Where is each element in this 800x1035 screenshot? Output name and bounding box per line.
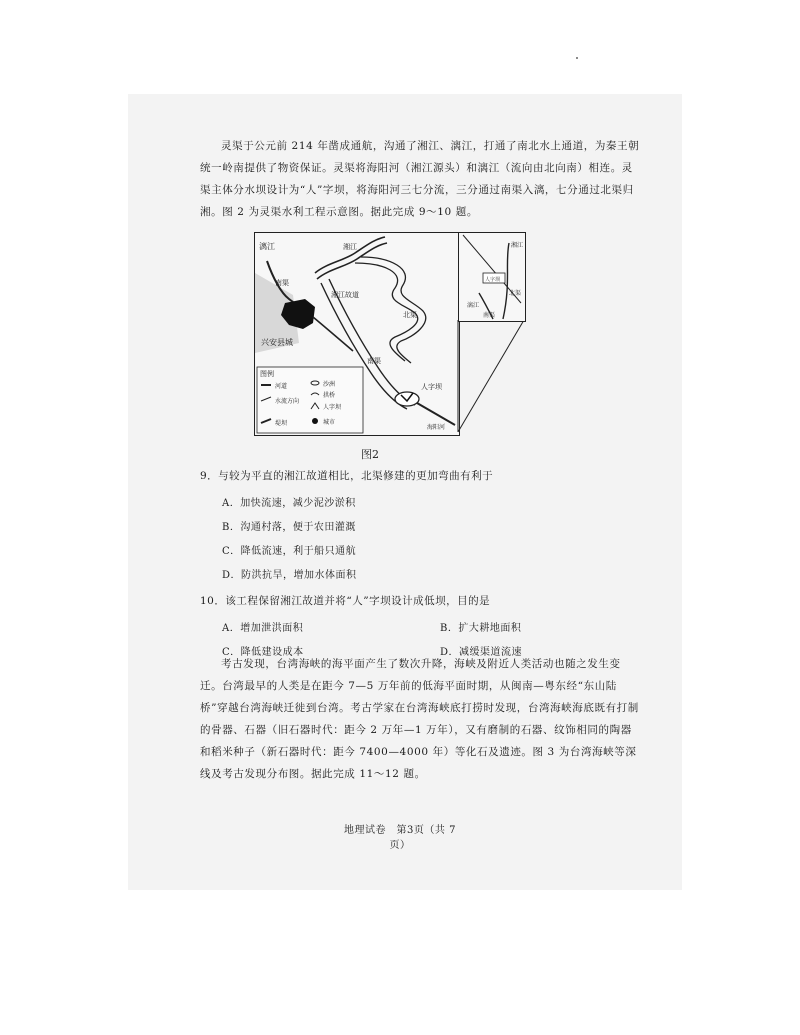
legend-item-bridge: 拱桥 <box>323 392 336 399</box>
location-inset <box>458 232 526 322</box>
legend-item-levee: 堤坝 <box>275 420 288 427</box>
label-li-river: 漓江 <box>259 242 275 251</box>
question-10-stem: 10．该工程保留湘江故道并将“人”字坝设计成低坝，目的是 <box>200 595 491 607</box>
inset-label-south: 南渠 <box>483 312 496 319</box>
q10-option-a: A．增加泄洪面积 <box>222 623 304 634</box>
legend-item-sandbar: 沙洲 <box>323 381 336 388</box>
inset-map <box>459 233 525 321</box>
label-south-channel: 南渠 <box>367 357 381 365</box>
legend-title: 图例 <box>260 370 274 378</box>
q9-option-a: A．加快流速，减少泥沙淤积 <box>222 498 356 509</box>
question-9-stem: 9．与较为平直的湘江故道相比，北渠修建的更加弯曲有利于 <box>200 470 494 482</box>
passage-taiwan-strait: 考古发现，台湾海峡的海平面产生了数次升降，海峡及附近人类活动也随之发生变迁。台湾最早的人类是在距今 7—5 万年前的低海平面时期，从闽南—粤东经“东山陆桥”穿越台湾海峡迁徙到台湾。考古学家在台湾海峡底打捞时发现，台湾海峡海底既有打制的骨器、石器（旧石器时代：距今 2 万年—1 万年），又有磨制的石器、纹饰相同的陶器和稻米种子（新石器时代：距今 7400—4000 年）等化石及遗迹。图 3 为台湾海峡等深线及考古发现分布图。据此完成 11～12 题。 <box>200 658 639 780</box>
figure-caption: 图2 <box>361 448 379 461</box>
q10-option-d: D．减缓渠道流速 <box>440 647 523 658</box>
label-north-channel: 北渠 <box>403 311 417 319</box>
label-haiyang: 海阳河 <box>427 424 446 431</box>
inset-label-xiang: 湘江 <box>511 242 524 249</box>
label-xiang-river: 湘江 <box>343 243 357 251</box>
q9-option-c: C．降低流速，利于船只通航 <box>222 546 357 557</box>
inset-label-north: 北渠 <box>509 290 522 297</box>
label-south-channel-top: 南渠 <box>275 279 289 287</box>
passage-lingqu: 灵渠于公元前 214 年凿成通航，沟通了湘江、漓江，打通了南北水上通道，为秦王朝统一岭南提供了物资保证。灵渠将海阳河（湘江源头）和漓江（流向由北向南）相连。灵渠主体分水坝设计为“人”字坝，将海阳河三七分流，三分通过南渠入漓，七分通过北渠归湘。图 2 为灵渠水利工程示意图。据此完成 9～10 题。 <box>200 140 640 218</box>
label-renzi-dam: 人字坝 <box>421 383 442 391</box>
legend-item-renzi: 人字坝 <box>323 404 342 411</box>
label-county: 兴安县城 <box>261 338 293 347</box>
q9-option-b: B．沟通村落，便于农田灌溉 <box>222 522 356 533</box>
page-footer: 地理试卷 第3页（共 7 页） <box>344 825 456 851</box>
q10-option-c: C．降低建设成本 <box>222 647 304 658</box>
inset-label-dam: 人字坝 <box>485 277 501 283</box>
q9-option-d: D．防洪抗旱，增加水体面积 <box>222 570 357 581</box>
legend-item-flow: 水流方向 <box>275 398 300 405</box>
inset-label-li: 漓江 <box>467 302 480 309</box>
label-xiang-old: 湘江故道 <box>331 291 359 299</box>
legend-item-city: 城市 <box>323 419 336 426</box>
legend-item-river: 河道 <box>275 383 288 390</box>
q10-option-b: B．扩大耕地面积 <box>440 623 522 634</box>
